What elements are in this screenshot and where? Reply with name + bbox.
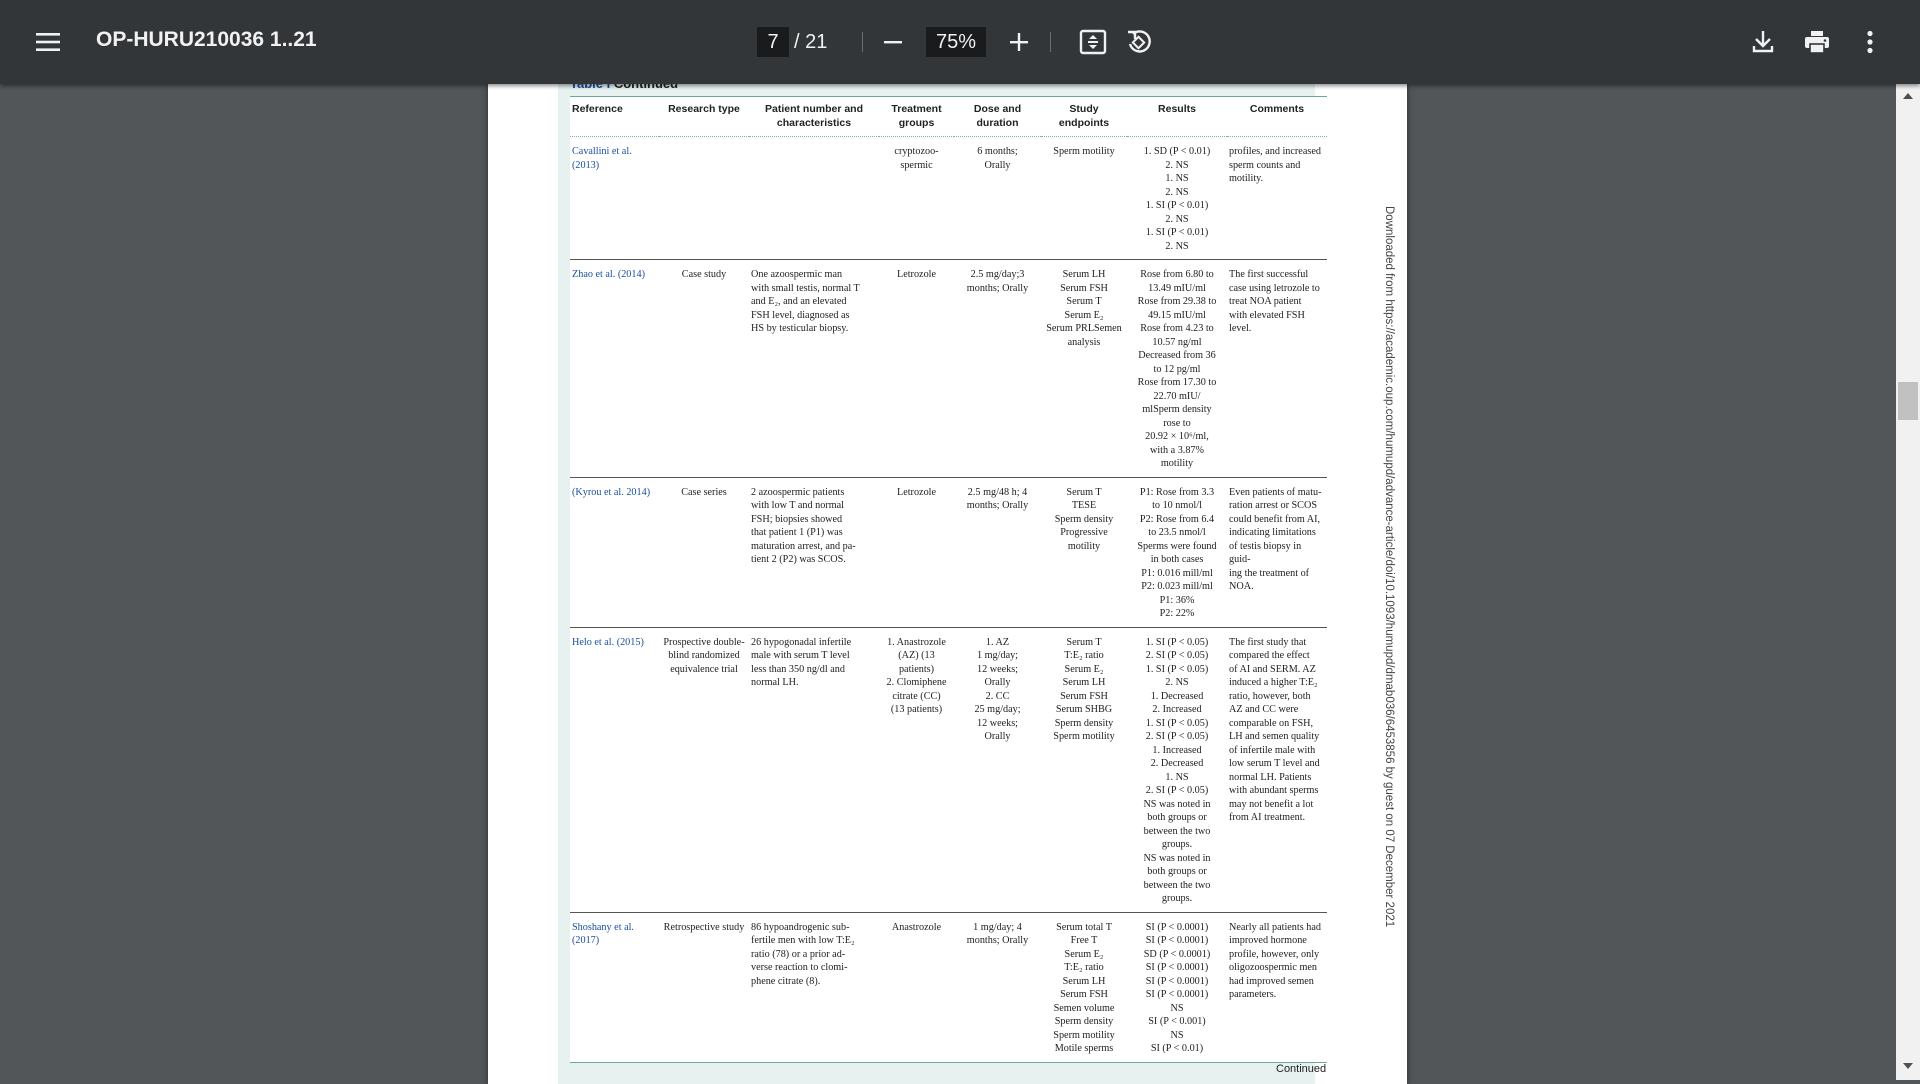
cell-line: P2: 22% <box>1159 608 1195 619</box>
hamburger-menu-icon <box>35 31 61 53</box>
cell-line: maturation arrest, and pa- <box>751 540 856 552</box>
cell-line: 2. SI (P < 0.05) <box>1145 731 1209 742</box>
fit-to-page-button[interactable] <box>1070 20 1116 64</box>
cell-line: SI (P < 0.0001) <box>1145 989 1209 1000</box>
cell-results <box>1127 137 1227 260</box>
table-row <box>570 477 1327 627</box>
rotate-button[interactable] <box>1116 20 1162 64</box>
cell-line: Orally <box>984 159 1011 171</box>
cell-endpoints <box>1041 260 1127 478</box>
cell-line: HS by testicular biopsy. <box>751 323 849 334</box>
cell-line: Serum T <box>1066 636 1102 648</box>
scroll-down-button[interactable] <box>1900 1058 1916 1074</box>
cell-line: P2: Rose from 6.4 <box>1139 513 1215 525</box>
cell-line: NS <box>1170 1029 1184 1041</box>
cell-endpoints <box>1041 627 1127 912</box>
cell-line: blind randomized <box>668 650 740 661</box>
vertical-scrollbar[interactable] <box>1896 84 1920 1080</box>
cell-line: Rose from 6.80 to <box>1140 269 1214 280</box>
cell-line: 12 weeks; <box>976 663 1019 675</box>
cell-dose <box>954 627 1041 912</box>
cell-line: sperm counts and <box>1229 159 1301 171</box>
cell-patients <box>749 912 879 1062</box>
cell-treatment <box>879 627 954 912</box>
cell-line: SD (P < 0.0001) <box>1143 948 1211 960</box>
download-watermark <box>1381 206 1401 966</box>
cell-line: 2.5 mg/48 h; 4 <box>967 486 1028 498</box>
triangle-down-icon <box>1900 1058 1916 1074</box>
cell-line: verse reaction to clomi- <box>751 962 848 973</box>
cell-line: Rose from 17.30 to <box>1137 377 1217 388</box>
cell-comments <box>1227 477 1327 627</box>
cell-line: Serum SHBG <box>1055 704 1113 715</box>
column-header: Treatment groups <box>891 103 942 129</box>
cell-line: Sperm motility <box>1053 731 1115 742</box>
cell-line: from AI treatment. <box>1229 812 1306 823</box>
cell-line: Zhao et al. (2014) <box>572 269 645 280</box>
cell-treatment <box>879 260 954 478</box>
more-vertical-icon <box>1866 30 1874 54</box>
cell-patients <box>749 137 879 260</box>
print-button[interactable] <box>1794 20 1840 64</box>
cell-line: between the two <box>1143 825 1211 837</box>
cell-line: between the two <box>1143 879 1211 891</box>
column-header: Patient number and characteristics <box>764 103 863 129</box>
cell-research-type <box>659 477 749 627</box>
cell-line: FSH; biopsies showed <box>751 513 843 525</box>
cell-line: The first study that <box>1229 636 1307 648</box>
cell-line: ration arrest or SCOS <box>1229 500 1317 511</box>
table-header-row <box>570 97 1327 137</box>
cell-comments <box>1227 912 1327 1062</box>
zoom-input[interactable]: 75% <box>926 27 986 57</box>
cell-line: NS was noted in <box>1143 852 1211 864</box>
cell-line: Nearly all patients had <box>1229 921 1321 933</box>
cell-line: 86 hypoandrogenic sub- <box>751 921 850 933</box>
cell-line: comparable on FSH, <box>1229 717 1314 729</box>
cell-line: 1. AZ <box>985 636 1010 648</box>
cell-line: tient 2 (P2) was SCOS. <box>751 554 846 565</box>
cell-line: Letrozole <box>896 269 937 280</box>
cell-research-type <box>659 912 749 1062</box>
cell-line: Even patients of matu- <box>1229 486 1322 498</box>
cell-line: 1. SI (P < 0.05) <box>1145 636 1209 648</box>
cell-line: SI (P < 0.0001) <box>1145 962 1209 973</box>
column-header: Reference <box>572 103 623 115</box>
cell-line: parameters. <box>1229 989 1277 1000</box>
cell-line: One azoospermic man <box>751 269 843 280</box>
cell-line: months; Orally <box>966 282 1029 294</box>
cell-line: (2017) <box>572 935 600 946</box>
cell-line: 2. SI (P < 0.05) <box>1145 650 1209 661</box>
cell-line: patients) <box>898 663 935 675</box>
cell-line: SI (P < 0.01) <box>1150 1043 1204 1054</box>
cell-patients <box>749 477 879 627</box>
cell-line: 2. NS <box>1165 213 1189 225</box>
cell-line: P1: 36% <box>1159 594 1195 606</box>
cell-line: may not benefit a lot <box>1229 798 1314 810</box>
cell-line: SI (P < 0.001) <box>1148 1016 1206 1027</box>
cell-line: Progressive motility <box>1060 527 1108 552</box>
cell-line: months; Orally <box>966 935 1029 946</box>
cell-line: T:E₂ ratio <box>1064 962 1104 973</box>
page-number-input[interactable]: 7 <box>757 27 789 57</box>
cell-line: Serum FSH <box>1060 282 1108 294</box>
cell-treatment <box>879 137 954 260</box>
studies-table <box>570 96 1327 1063</box>
cell-line: NOA. <box>1229 581 1254 592</box>
cell-line: (AZ) (13 <box>898 650 935 661</box>
cell-line: SI (P < 0.0001) <box>1145 975 1209 987</box>
cell-line: TESE <box>1071 500 1097 511</box>
cell-line: Serum total T <box>1056 921 1112 933</box>
cell-line: Serum LH <box>1062 677 1106 688</box>
cell-line: 1 mg/day; 4 <box>973 921 1022 933</box>
cell-line: with low T and normal <box>751 500 845 511</box>
cell-line: Cavallini et al. <box>572 146 632 157</box>
cell-results <box>1127 627 1227 912</box>
pdf-toolbar <box>0 0 1920 84</box>
cell-line: 26 hypogonadal infertile <box>751 636 852 648</box>
cell-line: indicating limitations <box>1229 527 1316 538</box>
toolbar-divider <box>862 32 863 52</box>
cell-line: of AI and SERM. AZ <box>1229 663 1316 675</box>
cell-line: Orally <box>984 677 1011 688</box>
cell-line: induced a higher T:E₂ <box>1229 677 1318 688</box>
cell-line: T:E₂ ratio <box>1064 650 1104 661</box>
cell-line: (13 patients) <box>890 704 943 715</box>
table-row <box>570 627 1327 912</box>
cell-line: SI (P < 0.0001) <box>1145 921 1209 933</box>
column-header: Results <box>1158 103 1196 115</box>
cell-line: case using letrozole to <box>1229 282 1320 294</box>
cell-line: (2013) <box>572 159 600 171</box>
cell-reference[interactable] <box>570 627 659 912</box>
zoom-in-button[interactable] <box>996 22 1042 62</box>
cell-line: Decreased from 36 <box>1138 350 1216 361</box>
cell-line: 2. NS <box>1165 240 1189 252</box>
cell-research-type <box>659 627 749 912</box>
cell-line: Serum E₂ <box>1064 948 1104 960</box>
minus-icon <box>883 32 903 52</box>
cell-line: equivalence trial <box>670 663 738 675</box>
column-header: Dose and duration <box>973 103 1022 129</box>
cell-line: Case series <box>681 486 727 498</box>
rotate-icon <box>1125 28 1153 56</box>
cell-line: ratio (78) or a prior ad- <box>751 948 846 960</box>
pdf-page <box>488 84 1407 1084</box>
cell-line: 2. NS <box>1165 159 1189 171</box>
cell-line: Shoshany et al. <box>572 921 634 933</box>
cell-line: that patient 1 (P1) was <box>751 527 843 538</box>
document-title: OP-HURU210036 1..21 <box>96 28 317 51</box>
cell-line: with elevated FSH <box>1229 309 1305 321</box>
print-icon <box>1804 30 1830 54</box>
pdf-viewer[interactable] <box>0 84 1896 1080</box>
cell-line: 22.70 mIU/ <box>1153 390 1201 402</box>
cell-line: Serum E₂ <box>1064 663 1104 675</box>
cell-line: Prospective double- <box>663 636 745 648</box>
cell-line: Serum T <box>1066 296 1102 307</box>
cell-line: Serum PRLSemen <box>1046 323 1122 334</box>
cell-line: Serum FSH <box>1060 989 1108 1000</box>
cell-line: in both cases <box>1150 554 1204 565</box>
cell-results <box>1127 912 1227 1062</box>
cell-line: rose to <box>1163 417 1191 429</box>
cell-line: NS <box>1170 1002 1184 1014</box>
continued-label: Continued <box>1276 1063 1327 1075</box>
cell-line: Sperm density <box>1054 1016 1114 1027</box>
cell-line: Sperm density <box>1054 717 1114 729</box>
cell-line: AZ and CC were <box>1229 704 1299 715</box>
cell-line: P1: Rose from 3.3 <box>1139 486 1215 498</box>
cell-line: NS was noted in <box>1143 798 1211 810</box>
cell-line: normal LH. Patients <box>1229 771 1312 783</box>
cell-reference[interactable] <box>570 912 659 1062</box>
cell-line: Sperm motility <box>1053 146 1115 157</box>
cell-line: 2. Increased <box>1152 704 1202 715</box>
cell-line: both groups or <box>1147 866 1207 877</box>
column-header: Comments <box>1249 103 1305 115</box>
more-actions-button[interactable] <box>1850 20 1890 64</box>
cell-dose <box>954 137 1041 260</box>
cell-line: 2.5 mg/day;3 <box>970 269 1025 280</box>
download-button[interactable] <box>1740 20 1786 64</box>
cell-line: FSH level, diagnosed as <box>751 309 850 321</box>
cell-line: with a 3.87% <box>1149 444 1205 456</box>
page-total: / 21 <box>794 31 828 53</box>
cell-line: phene citrate (8). <box>751 975 821 987</box>
cell-line: to 10 nmol/l <box>1152 500 1202 511</box>
cell-dose <box>954 477 1041 627</box>
cell-line: 2. Decreased <box>1150 758 1204 769</box>
cell-line: 1. Anastrozole <box>887 636 946 648</box>
cell-line: level. <box>1229 323 1252 334</box>
cell-line: had improved semen <box>1229 975 1314 987</box>
download-watermark-text: Downloaded from https://academic.oup.com/humupd/advance-article/doi/10.1093/humupd/dmab036/6453856 by guest on 07 December 2021 <box>1383 206 1395 928</box>
triangle-up-icon <box>1900 88 1916 104</box>
cell-research-type <box>659 137 749 260</box>
cell-line: 1. SI (P < 0.05) <box>1145 663 1209 675</box>
cell-line: 12 weeks; <box>976 717 1019 729</box>
cell-line: P2: 0.023 mill/ml <box>1141 581 1213 592</box>
cell-line: with small testis, normal T <box>751 282 860 294</box>
cell-line: SI (P < 0.0001) <box>1145 935 1209 946</box>
menu-button[interactable] <box>22 20 74 64</box>
cell-line: Sperms were found <box>1137 540 1217 552</box>
download-icon <box>1752 30 1774 54</box>
cell-line: Motile sperms <box>1054 1043 1114 1054</box>
cell-line: 2. SI (P < 0.05) <box>1145 785 1209 796</box>
cell-line: profile, however, only <box>1229 948 1320 960</box>
cell-endpoints <box>1041 912 1127 1062</box>
cell-line: 1. SI (P < 0.01) <box>1145 200 1209 211</box>
cell-line: Retrospective study <box>663 921 745 933</box>
cell-line: both groups or <box>1147 812 1207 823</box>
cell-patients <box>749 627 879 912</box>
cell-line: profiles, and increased <box>1229 146 1321 157</box>
cell-line: 49.15 mIU/ml <box>1148 309 1206 321</box>
cell-line: Serum E₂ <box>1064 309 1104 321</box>
column-header: Research type <box>668 103 740 115</box>
cell-line: Rose from 29.38 to <box>1137 296 1217 307</box>
cell-line: of infertile male with <box>1229 744 1316 756</box>
table-row <box>570 137 1327 260</box>
cell-line: and E₂, and an elevated <box>751 296 847 307</box>
cell-line: 2. NS <box>1165 186 1189 198</box>
cell-research-type <box>659 260 749 478</box>
cell-line: treat NOA patient <box>1229 296 1302 307</box>
cell-line: Rose from 4.23 to <box>1140 323 1214 334</box>
cell-line: 20.92 × 10⁶/ml, <box>1145 431 1209 442</box>
cell-line: normal LH. <box>751 677 799 688</box>
cell-line: compared the effect <box>1229 650 1310 661</box>
cell-line: motility. <box>1229 173 1264 184</box>
cell-results <box>1127 477 1227 627</box>
cell-reference[interactable] <box>570 260 659 478</box>
cell-line: less than 350 ng/dl and <box>751 663 845 675</box>
scrollbar-thumb[interactable] <box>1898 382 1918 420</box>
cell-line: male with serum T level <box>751 650 850 661</box>
cell-line: 1. Increased <box>1152 744 1202 756</box>
cell-treatment <box>879 912 954 1062</box>
cell-line: ratio, however, both <box>1229 690 1311 702</box>
cell-line: months; Orally <box>966 500 1029 511</box>
cell-line: 25 mg/day; <box>974 704 1021 715</box>
cell-dose <box>954 260 1041 478</box>
cell-line: 6 months; <box>977 146 1018 157</box>
cell-line: 13.49 mIU/ml <box>1148 282 1206 294</box>
cell-line: 1. SI (P < 0.05) <box>1145 717 1209 729</box>
cell-line: citrate (CC) <box>892 690 941 702</box>
cell-line: 2. Clomiphene <box>886 677 947 688</box>
table-row <box>570 912 1327 1062</box>
cell-comments <box>1227 137 1327 260</box>
cell-line: Serum LH <box>1062 975 1106 987</box>
cell-line: to 12 pg/ml <box>1153 363 1201 375</box>
cell-line: mlSperm density <box>1142 404 1212 415</box>
cell-endpoints <box>1041 477 1127 627</box>
cell-line: Anastrozole <box>891 921 942 933</box>
cell-line: analysis <box>1067 336 1101 348</box>
cell-line: LH and semen quality <box>1229 731 1320 742</box>
cell-patients <box>749 260 879 478</box>
cell-line: 1. Decreased <box>1150 690 1204 702</box>
cell-line: groups. <box>1161 839 1193 850</box>
column-header: Study endpoints <box>1058 103 1110 129</box>
cell-line: 2. NS <box>1165 677 1189 688</box>
cell-line: fertile men with low T:E₂ <box>751 935 855 946</box>
zoom-out-button[interactable] <box>870 22 916 62</box>
cell-line: P1: 0.016 mill/ml <box>1141 567 1213 579</box>
cell-line: Free T <box>1070 935 1098 946</box>
cell-line: Serum T <box>1066 486 1102 498</box>
cell-line: spermic <box>900 159 933 171</box>
cell-dose <box>954 912 1041 1062</box>
cell-reference[interactable] <box>570 477 659 627</box>
scroll-up-button[interactable] <box>1900 88 1916 104</box>
cell-line: 1. NS <box>1165 173 1189 184</box>
cell-line: cryptozoo- <box>894 146 939 157</box>
cell-line: improved hormone <box>1229 935 1307 946</box>
toolbar-divider <box>1050 32 1051 52</box>
cell-line: Helo et al. (2015) <box>572 636 644 648</box>
cell-line: Serum LH <box>1062 269 1106 280</box>
cell-line: Case study <box>681 269 727 280</box>
cell-line: to 23.5 nmol/l <box>1148 527 1206 538</box>
cell-line: 10.57 ng/ml <box>1152 336 1202 348</box>
cell-line: 1. SD (P < 0.01) <box>1143 146 1211 157</box>
cell-line: with abundant sperms <box>1229 785 1319 796</box>
cell-line: groups. <box>1161 893 1193 904</box>
cell-line: low serum T level and <box>1229 758 1320 769</box>
cell-line: 2 azoospermic patients <box>751 486 845 498</box>
cell-line: Serum FSH <box>1060 690 1108 702</box>
cell-line: Semen volume <box>1053 1002 1115 1014</box>
cell-comments <box>1227 260 1327 478</box>
cell-line: The first successful <box>1229 269 1309 280</box>
cell-line: could benefit from AI, <box>1229 513 1321 525</box>
cell-line: motility <box>1160 458 1194 469</box>
fit-to-page-icon <box>1079 29 1107 55</box>
cell-line: of testis biopsy in guid- <box>1229 540 1302 565</box>
cell-endpoints <box>1041 137 1127 260</box>
plus-icon <box>1009 32 1029 52</box>
cell-comments <box>1227 627 1327 912</box>
cell-line: 1. SI (P < 0.01) <box>1145 227 1209 238</box>
cell-line: Orally <box>984 731 1011 742</box>
cell-line: Sperm density <box>1054 513 1114 525</box>
cell-line: (Kyrou et al. 2014) <box>572 486 651 498</box>
cell-line: 1. NS <box>1165 771 1189 783</box>
cell-line: 2. CC <box>985 690 1010 702</box>
cell-line: 1 mg/day; <box>976 650 1019 661</box>
cell-reference[interactable] <box>570 137 659 260</box>
cell-line: Sperm motility <box>1053 1029 1115 1041</box>
cell-line: Letrozole <box>896 486 937 498</box>
cell-line: oligozoospermic men <box>1229 962 1317 973</box>
cell-treatment <box>879 477 954 627</box>
cell-line: ing the treatment of <box>1229 567 1310 579</box>
table-row <box>570 260 1327 478</box>
cell-results <box>1127 260 1227 478</box>
